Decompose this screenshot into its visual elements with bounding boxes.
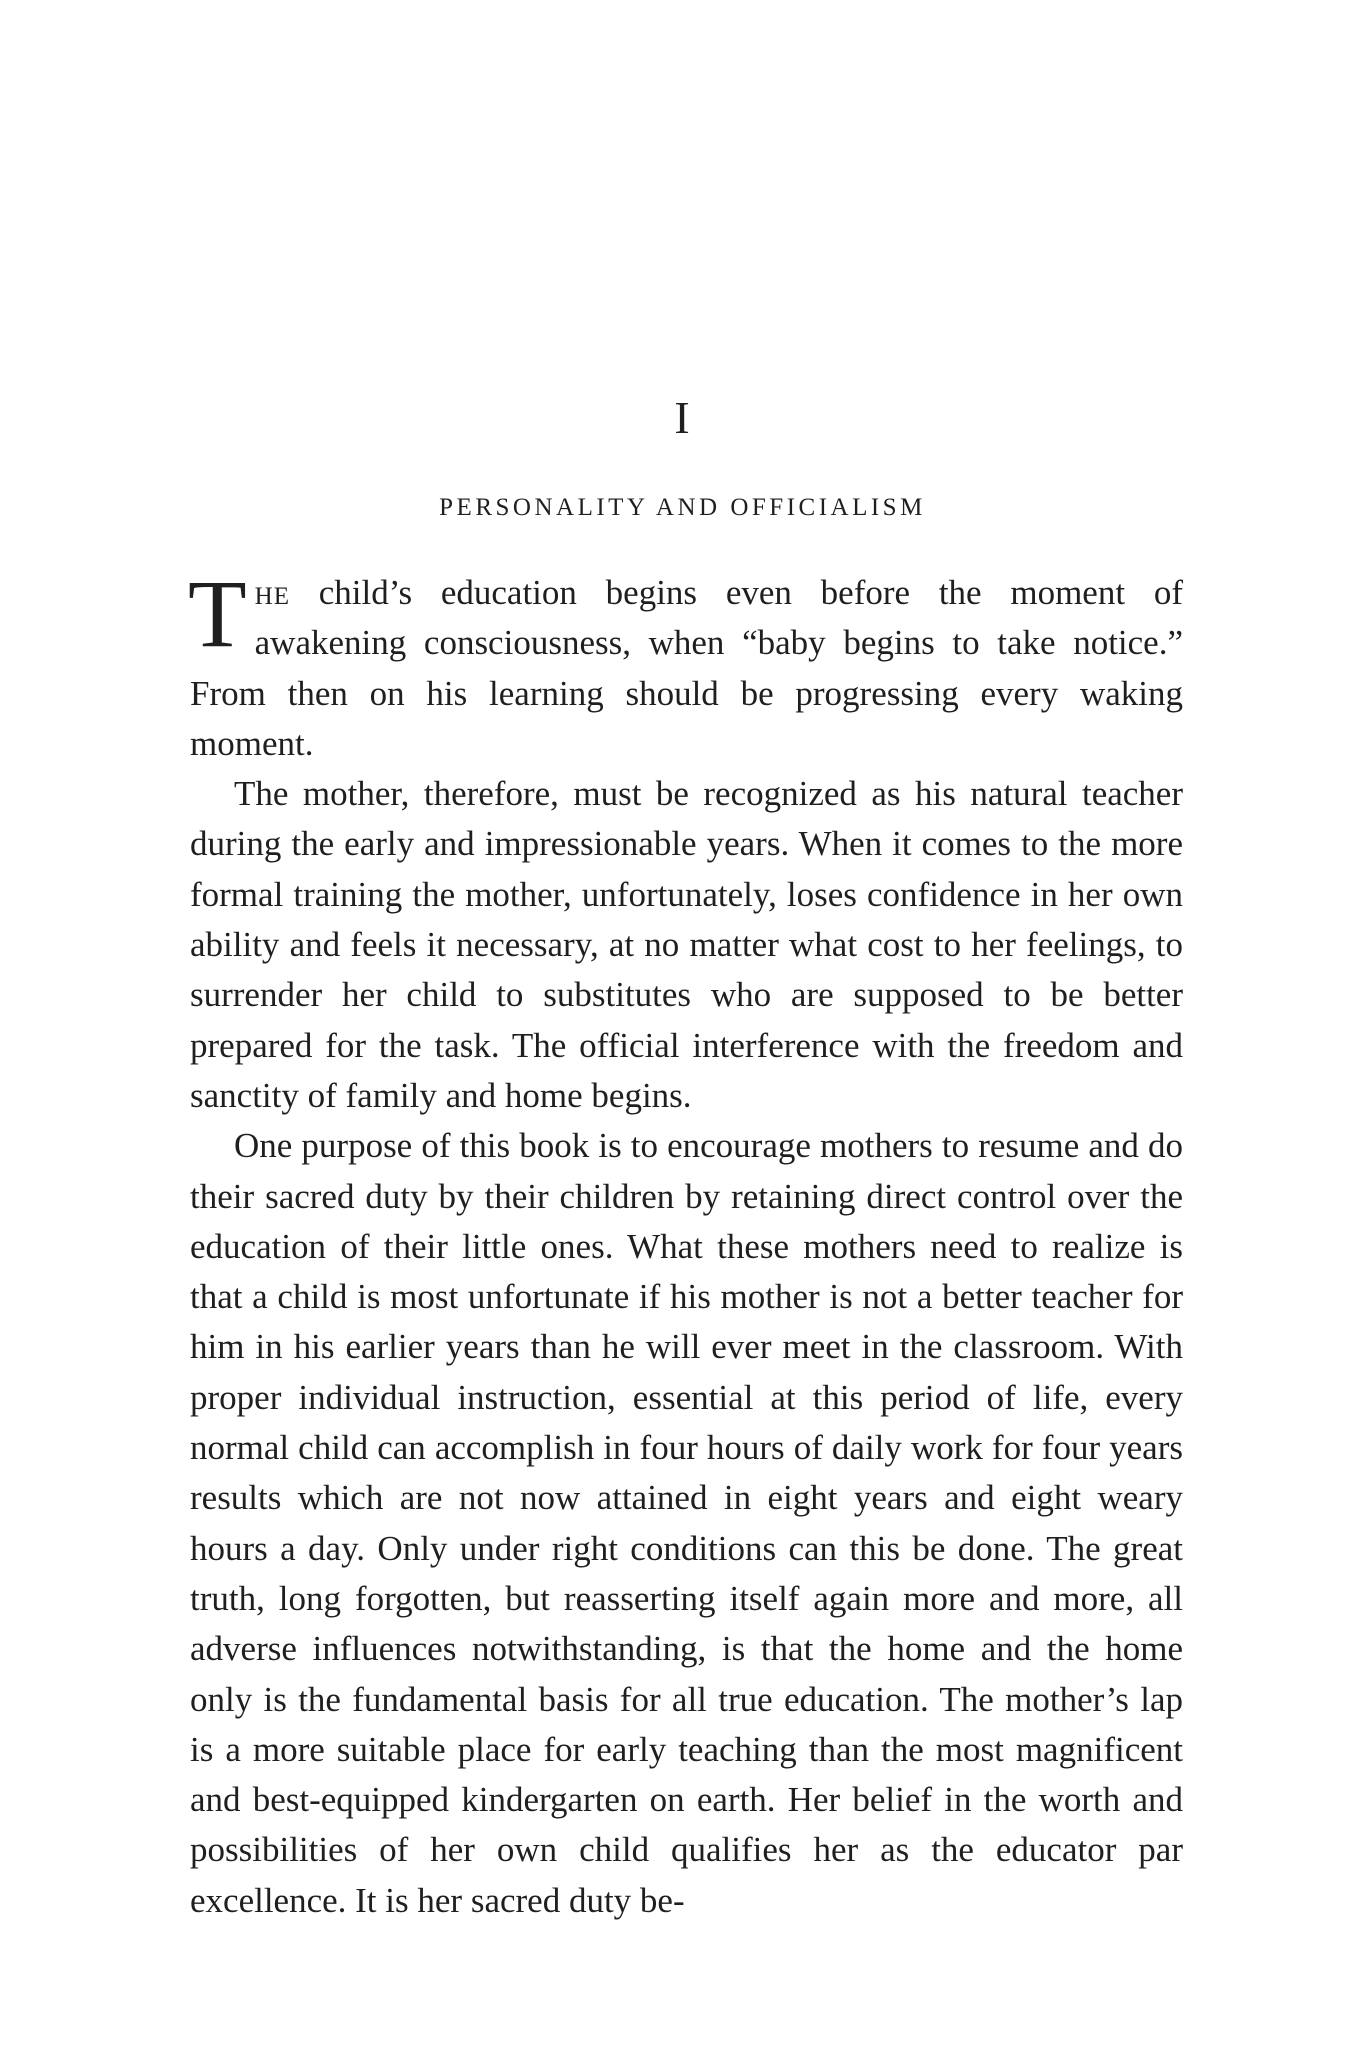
- chapter-title: PERSONALITY AND OFFICIALISM: [439, 494, 926, 521]
- chapter-body: [188, 560, 1183, 1926]
- paragraph-3: One purpose of this book is to encourage mothers to resume and do their sacred duty by their children by retaining direct control over the education of their little ones. What these mothers need to realize is that a child is most unfortunate if his mother is not a better teacher for him in his earlier years than he will ever meet in the classroom. With proper individual instruction, essential at this period of life, every normal child can accomplish in four hours of daily work for four years results which are not now attained in eight years and eight weary hours a day. Only under right conditions can this be done. The great truth, long forgotten, but reasserting itself again more and more, all adverse influences notwithstanding, is that the home and the home only is the fundamental basis for all true education. The mother’s lap is a more suitable place for early teaching than the most magnificent and best-equipped kindergarten on earth. Her belief in the worth and possibilities of her own child qualifies her as the educator par excellence. It is her sacred duty be-: [190, 1126, 1183, 1920]
- paragraph-1: [188, 560, 1183, 769]
- small-caps-lead: he: [254, 573, 290, 612]
- paragraph-1-text: child’s education begins even before the moment of awakening consciousness, when “baby begins to take notice.” From then on his learning should be progressing every waking moment.: [190, 573, 1183, 763]
- chapter-number: I: [674, 392, 691, 443]
- drop-cap: T: [188, 560, 247, 667]
- paragraph-2: The mother, therefore, must be recognized as his natural teacher during the early and impressionable years. When it comes to the more formal training the mother, unfortunately, loses confidence in her own ability and feels it necessary, at no matter what cost to her feelings, to surrender her child to substitutes who are supposed to be better prepared for the task. The official interference with the freedom and sanctity of family and home begins.: [190, 774, 1183, 1115]
